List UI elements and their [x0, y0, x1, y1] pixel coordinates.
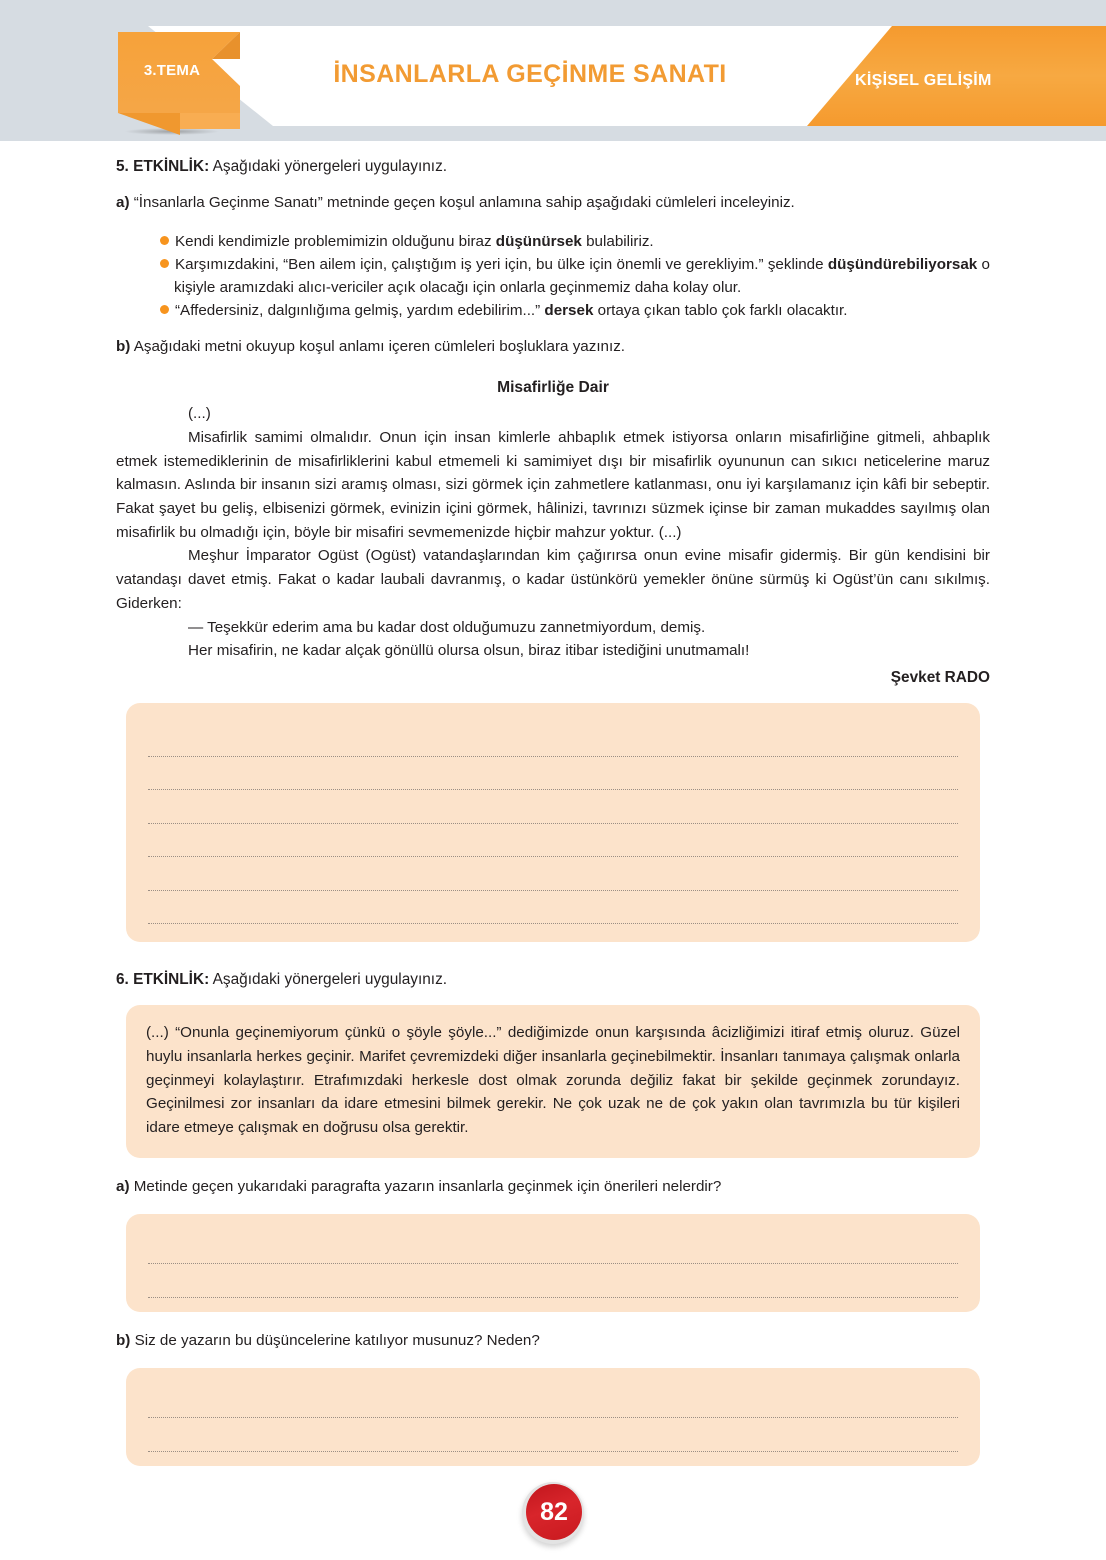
bullet-text-pre: Karşımızdakini, “Ben ailem için, çalıştığım iş yeri için, bu ülke için önemli ve gerekliyim.” şeklinde [175, 256, 828, 274]
bullet-text-post: o kişiyle aramızdaki alıcı-vericiler açık olacağı için onlarla geçinmemiz daha kolay olur. [174, 256, 990, 297]
theme-tab-label: 3.TEMA [143, 62, 201, 79]
activity6-instruction: Aşağıdaki yönergeleri uygulayınız. [212, 971, 448, 988]
activity6-a-text: Metinde geçen yukarıdaki paragrafta yazarın insanlarla geçinmek için önerileri nelerdir? [133, 1177, 722, 1195]
answer-line[interactable] [148, 857, 958, 891]
page-header [0, 0, 1106, 141]
answer-line[interactable] [148, 824, 958, 858]
activity6-quote-box [126, 1005, 980, 1158]
list-item [116, 299, 990, 322]
bullet-text-post: ortaya çıkan tablo çok farklı olacaktır. [593, 302, 848, 320]
activity6-b-label: b) [116, 1331, 131, 1349]
activity5-item-a [116, 192, 990, 215]
bullet-dot-icon [160, 259, 169, 268]
bullet-dot-icon [160, 305, 169, 314]
passage-body [116, 402, 990, 663]
answer-line[interactable] [148, 1418, 958, 1452]
activity6-heading [116, 968, 990, 991]
passage-paragraph: Meşhur İmparator Ogüst (Ogüst) vatandaşlarından kim çağırırsa onun evine misafir gidermiş. Bir gün kendisini bir vatandaşı davet etmiş. Fakat o kadar laubali davranmış, o kadar üstünkörü yemekler önüne sürmüş ki Ogüst’ün canı sıkılmış. Giderken: [116, 547, 990, 612]
answer-line[interactable] [148, 757, 958, 791]
activity6-item-a [116, 1176, 990, 1199]
activity6-number: 6. ETKİNLİK: [116, 971, 210, 988]
passage-title: Misafirliğe Dair [497, 379, 609, 397]
bullet-dot-icon [160, 236, 169, 245]
bullet-text-bold: düşündürebiliyorsak [827, 256, 978, 274]
page-number-area [0, 1482, 1106, 1549]
activity5-a-text: “İnsanlarla Geçinme Sanatı” metninde geçen koşul anlamına sahip aşağıdaki cümleleri inceleyiniz. [133, 194, 795, 212]
bullet-text-pre: “Affedersiniz, dalgınlığıma gelmiş, yardım edebilirim...” [175, 302, 545, 320]
page-number-label: 82 [540, 1498, 568, 1526]
page-content [0, 141, 1106, 1466]
passage-paragraph: — Teşekkür ederim ama bu kadar dost olduğumuzu zannetmiyordum, demiş. [188, 618, 706, 636]
list-item [116, 253, 990, 299]
activity6-a-label: a) [116, 1177, 130, 1195]
activity5-a-label: a) [116, 194, 130, 212]
activity5-instruction: Aşağıdaki yönergeleri uygulayınız. [212, 158, 448, 175]
activity5-heading [116, 155, 990, 178]
bullet-text-bold: düşünürsek [495, 233, 582, 251]
activity5-b-text: Aşağıdaki metni okuyup koşul anlamı içeren cümleleri boşluklara yazınız. [133, 338, 626, 356]
bullet-text-bold: dersek [544, 302, 594, 320]
activity5-item-b [116, 336, 990, 359]
list-item [116, 230, 990, 253]
activity5-b-label: b) [116, 338, 131, 356]
passage-paragraph: (...) [188, 405, 211, 423]
passage-author: Şevket RADO [890, 669, 990, 686]
subject-label: KİŞİSEL GELİŞİM [855, 72, 992, 89]
answer-line[interactable] [148, 1230, 958, 1264]
answer-line[interactable] [148, 723, 958, 757]
answer-line[interactable] [148, 1384, 958, 1418]
activity6-item-b [116, 1330, 990, 1353]
activity6-b-text: Siz de yazarın bu düşüncelerine katılıyor musunuz? Neden? [134, 1331, 540, 1349]
answer-box-activity6-a[interactable] [126, 1214, 980, 1312]
answer-line[interactable] [148, 790, 958, 824]
answer-box-activity5[interactable] [126, 703, 980, 942]
passage-paragraph: Her misafirin, ne kadar alçak gönüllü olursa olsun, biraz itibar istediğini unutmamalı! [188, 642, 750, 660]
answer-line[interactable] [148, 1264, 958, 1298]
bullet-text-post: bulabiliriz. [581, 233, 654, 251]
activity5-number: 5. ETKİNLİK: [116, 158, 210, 175]
answer-box-activity6-b[interactable] [126, 1368, 980, 1466]
activity6-quote-text: (...) “Onunla geçinemiyorum çünkü o şöyle şöyle...” dediğimizde onun karşısında âcizliğimizi itiraf etmiş oluruz. Güzel huylu insanlarla herkes geçinir. Marifet çevremizdeki diğer insanlarla geçinebilmektir. İnsanları tanımaya çalışmak onlarla geçinmeyi kolaylaştırır. Etrafımızdaki herkesle dost olmak zorunda değiliz fakat bir şekilde geçinmek zorundayız. Geçinilmesi zor insanları da idare etmesini bilmek gerekir. Ne çok uzak ne de çok yakın olan tavrımızla bu tür kişileri idare etmeye çalışmak en doğrusu olsa gerektir. [146, 1024, 960, 1136]
theme-ribbon [118, 32, 240, 135]
page-number-badge [522, 1482, 584, 1544]
answer-line[interactable] [148, 891, 958, 925]
page-title: İNSANLARLA GEÇİNME SANATI [333, 60, 727, 88]
passage-paragraph: Misafirlik samimi olmalıdır. Onun için insan kimlerle ahbaplık etmek istiyorsa onların misafirliğine gitmeli, ahbaplık etmek istemediklerinin de misafirliklerini kabul etmemeli ki samimiyet dışı bir misafirlik oyununun can sıkıcı neticelerine maruz kalmasın. Aslında bir insanın sizi aramış olması, sizi görmek için zahmetlere katlanması, onu iyi karşılamanız için kâfi bir sebeptir. Fakat şayet bu geliş, elbisenizi görmek, evinizin içini görmek, hâlinizi, tavrınızı süzmek içinse bir zaman mukaddes sayılmış olan misafirlik bu olmadığı için, böyle bir misafiri sevmemenizde hiçbir mahzur yoktur. (...) [116, 428, 990, 541]
bullet-text-pre: Kendi kendimizle problemimizin olduğunu biraz [175, 233, 496, 251]
ribbon-tail-right [180, 113, 240, 129]
activity5-bullet-list [116, 230, 990, 322]
